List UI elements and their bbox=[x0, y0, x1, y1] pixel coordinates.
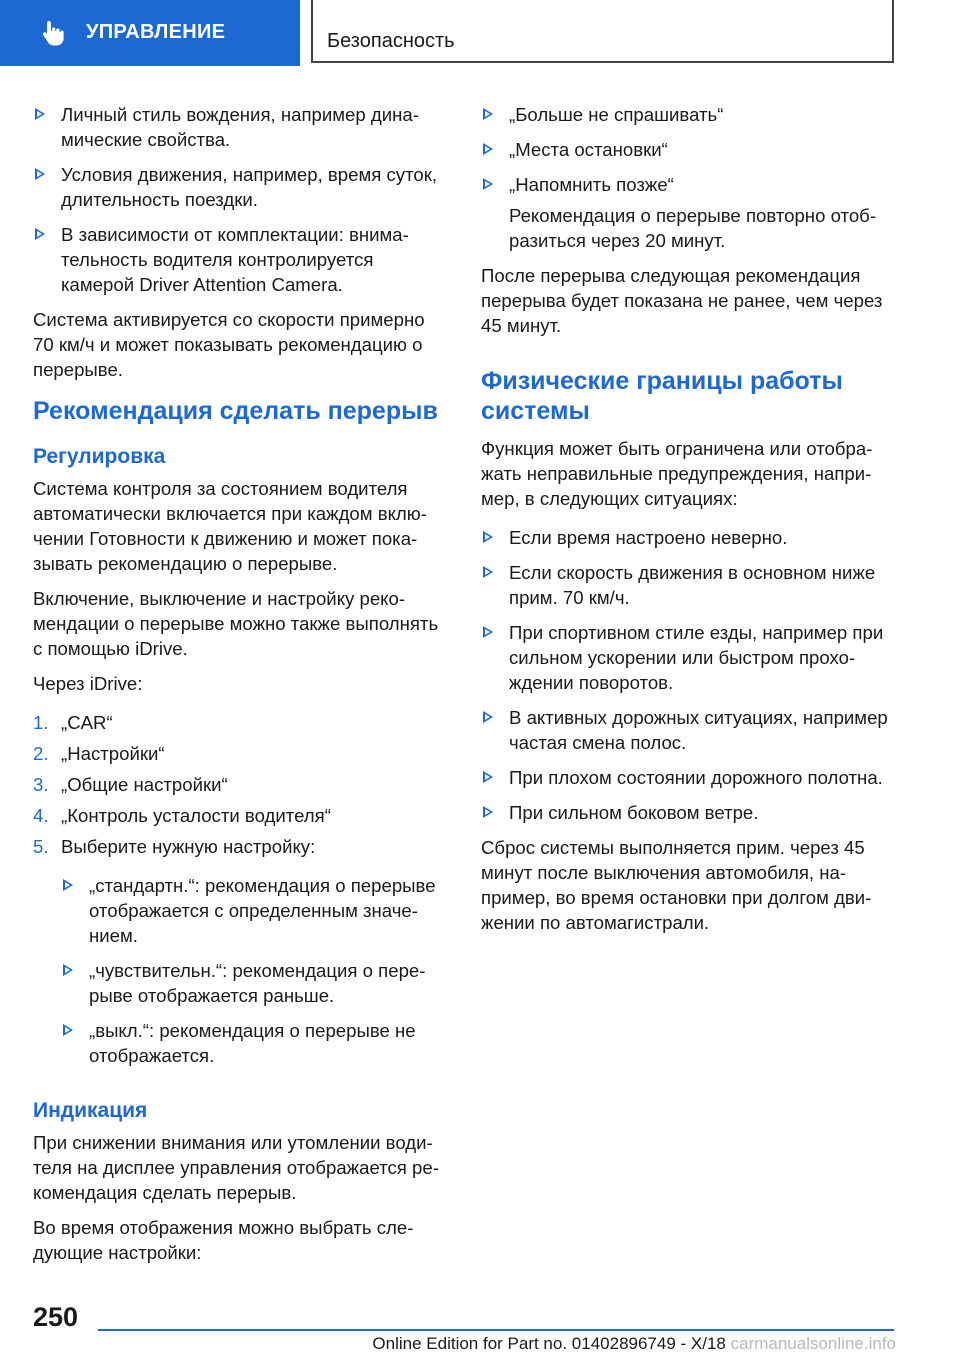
page-footer bbox=[0, 1290, 960, 1362]
list-item: Условия движения, например, время суток, длительность поездки. bbox=[33, 162, 448, 212]
step-item: 4. „Контроль усталости водителя“ bbox=[33, 805, 331, 826]
triangle-bullet-icon bbox=[35, 168, 45, 180]
list-item: „Напомнить позже“ bbox=[481, 172, 896, 197]
list-item: Личный стиль вождения, например дина-мические свойства. bbox=[33, 102, 448, 152]
list-item: „стандартн.“: рекомендация о перерыве отображается с определенным значе-нием. bbox=[61, 873, 448, 948]
triangle-bullet-icon bbox=[63, 964, 73, 976]
triangle-bullet-icon bbox=[63, 879, 73, 891]
edition-text: Online Edition for Part no. 01402896749 - X/18 bbox=[372, 1334, 726, 1353]
step-item: 2. „Настройки“ bbox=[33, 743, 165, 764]
chapter-tab bbox=[0, 0, 300, 66]
list-item: „чувствительн.“: рекомендация о пере-рыве отображается раньше. bbox=[61, 958, 448, 1008]
paragraph: При снижении внимания или утомлении води-теля на дисплее управления отображается ре-комендация сделать перерыв. bbox=[33, 1132, 439, 1203]
edition-line bbox=[306, 1334, 896, 1354]
triangle-bullet-icon bbox=[483, 626, 493, 638]
heading-display: Индикация bbox=[33, 1099, 148, 1122]
watermark-text: carmanualsonline.info bbox=[730, 1334, 896, 1353]
list-item: В активных дорожных ситуациях, например частая смена полос. bbox=[481, 705, 896, 755]
triangle-bullet-icon bbox=[483, 108, 493, 120]
step-item: 1. „CAR“ bbox=[33, 712, 113, 733]
heading-settings: Регулировка bbox=[33, 445, 166, 468]
left-column bbox=[33, 102, 448, 1275]
list-item: „Места остановки“ bbox=[481, 137, 896, 162]
triangle-bullet-icon bbox=[483, 806, 493, 818]
step-item: 3. „Общие настройки“ bbox=[33, 774, 228, 795]
triangle-bullet-icon bbox=[35, 228, 45, 240]
triangle-bullet-icon bbox=[483, 566, 493, 578]
list-item-detail: Рекомендация о перерыве повторно отоб-разиться через 20 минут. bbox=[509, 205, 877, 251]
list-item: При плохом состоянии дорожного полотна. bbox=[481, 765, 896, 790]
right-column bbox=[481, 102, 896, 945]
footer-divider bbox=[98, 1329, 894, 1331]
list-item: „Больше не спрашивать“ bbox=[481, 102, 896, 127]
paragraph: Система активируется со скорости примерно 70 км/ч и может показывать рекомендацию о перерыве. bbox=[33, 309, 425, 380]
step-item: 5. Выберите нужную настройку: bbox=[33, 836, 316, 857]
section-box bbox=[311, 0, 894, 63]
paragraph: Через iDrive: bbox=[33, 673, 143, 694]
hand-pointer-icon bbox=[38, 18, 68, 48]
list-item: При спортивном стиле езды, например при сильном ускорении или быстром прохо-ждении поворотов. bbox=[481, 620, 896, 695]
list-item: Если скорость движения в основном ниже прим. 70 км/ч. bbox=[481, 560, 896, 610]
triangle-bullet-icon bbox=[483, 711, 493, 723]
list-item: „выкл.“: рекомендация о перерыве не отображается. bbox=[61, 1018, 448, 1068]
paragraph: Сброс системы выполняется прим. через 45 минут после выключения автомобиля, на-пример, во время остановки при долгом дви-жении по автомагистрали. bbox=[481, 837, 872, 933]
paragraph: Система контроля за состоянием водителя автоматически включается при каждом вклю-чении Готовности к движению и может пока-зывать рекомендацию о перерыве. bbox=[33, 478, 427, 574]
section-title: Безопасность bbox=[327, 30, 455, 52]
chapter-title: УПРАВЛЕНИЕ bbox=[86, 21, 226, 43]
triangle-bullet-icon bbox=[483, 771, 493, 783]
list-item: В зависимости от комплектации: внима-тельность водителя контролируется камерой Driver Attention Camera. bbox=[33, 222, 448, 297]
paragraph: Включение, выключение и настройку реко-мендации о перерыве можно также выполнять с помощью iDrive. bbox=[33, 588, 439, 659]
triangle-bullet-icon bbox=[483, 143, 493, 155]
heading-system-limits: Физические границы работы системы bbox=[481, 367, 843, 425]
triangle-bullet-icon bbox=[483, 531, 493, 543]
page-header bbox=[0, 0, 960, 66]
list-item: При сильном боковом ветре. bbox=[481, 800, 896, 825]
paragraph: Во время отображения можно выбрать сле-дующие настройки: bbox=[33, 1217, 414, 1263]
triangle-bullet-icon bbox=[63, 1024, 73, 1036]
paragraph: После перерыва следующая рекомендация перерыва будет показана не ранее, чем через 45 минут. bbox=[481, 265, 883, 336]
list-item: Если время настроено неверно. bbox=[481, 525, 896, 550]
page-number: 250 bbox=[33, 1302, 79, 1332]
paragraph: Функция может быть ограничена или отобра-жать неправильные предупреждения, напри-мер, в следующих ситуациях: bbox=[481, 438, 873, 509]
heading-break-recommendation: Рекомендация сделать перерыв bbox=[33, 397, 438, 425]
triangle-bullet-icon bbox=[35, 108, 45, 120]
triangle-bullet-icon bbox=[483, 178, 493, 190]
